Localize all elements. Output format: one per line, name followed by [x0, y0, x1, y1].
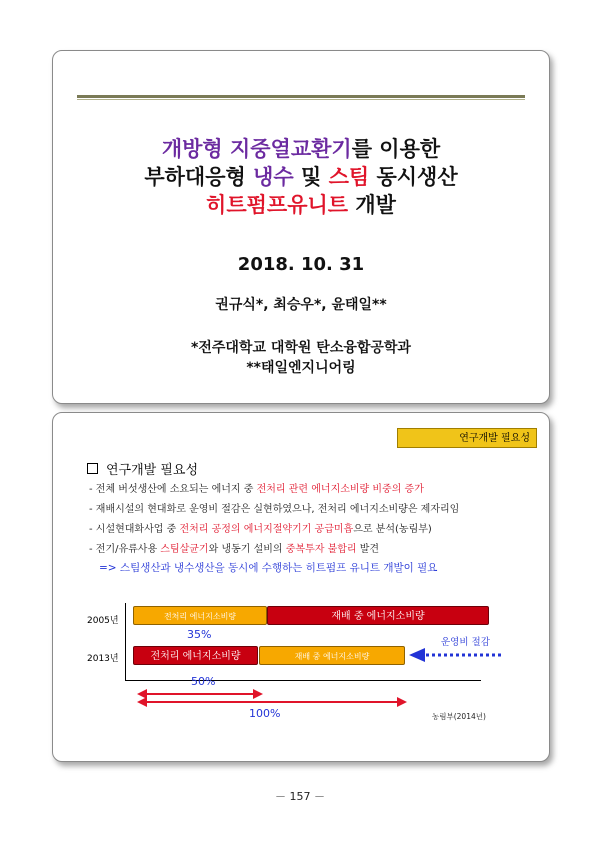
title-highlight-steam: 스팀 [328, 165, 370, 189]
title-line-3: 히트펌프유니트 개발 [206, 193, 396, 217]
necessity-slide [52, 412, 550, 762]
conclusion-text: => 스팀생산과 냉수생산을 동시에 수행하는 히트펌프 유니트 개발이 필요 [99, 562, 438, 574]
authors: 권규식*, 최승우*, 윤태일** [215, 297, 387, 313]
title-rule [77, 95, 525, 98]
percent-100: 100% [249, 707, 281, 720]
span-50-arrow-icon [137, 689, 263, 699]
bullet-item: - 재배시설의 현대화로 운영비 절감은 실현하였으나, 전처리 에너지소비량은 제자리임 [89, 504, 460, 515]
bullet-item: - 전체 버섯생산에 소요되는 에너지 중 전처리 관련 에너지소비량 비중의 증가 [89, 484, 424, 495]
span-100-arrow-icon [137, 697, 407, 707]
title-highlight-heatpump: 히트펌프유니트 [206, 193, 349, 217]
diagram-horizontal-axis [125, 680, 481, 681]
affiliation-company: **태일엔지니어링 [246, 360, 356, 376]
year-label-2005: 2005년 [87, 616, 119, 626]
section-heading: 연구개발 필요성 [87, 459, 198, 478]
affiliation-university: *전주대학교 대학원 탄소융합공학과 [191, 340, 411, 356]
bullet-item: - 전기/유류사용 스팀살균기와 냉동기 설비의 중복투자 불합리 발견 [89, 544, 380, 555]
page-number: － 157 － [275, 790, 325, 803]
data-source: 농림부(2014년) [432, 712, 486, 721]
cost-saving-label: 운영비 절감 [441, 637, 490, 648]
year-label-2013: 2013년 [87, 654, 119, 664]
diagram-vertical-axis [125, 603, 126, 681]
title-line-2: 부하대응형 냉수 및 스팀 동시생산 [144, 165, 458, 189]
percent-50: 50% [191, 675, 216, 688]
bar-2013-pretreatment: 전처리 에너지소비량 [133, 646, 258, 665]
bar-2013-cultivation: 재배 중 에너지소비량 [259, 646, 405, 665]
title-slide [52, 50, 550, 404]
title-rule-thin [77, 99, 525, 100]
bar-2005-pretreatment: 전처리 에너지소비량 [133, 606, 267, 625]
checkbox-square-icon [87, 463, 98, 474]
title-highlight-heat-exchanger: 개방형 지중열교환기 [161, 137, 352, 161]
title-highlight-cold-water: 냉수 [253, 165, 294, 189]
percent-35: 35% [187, 628, 212, 641]
bullet-item: - 시설현대화사업 중 전처리 공정의 에너지절약기기 공급미흡으로 분석(농림부) [89, 524, 432, 535]
title-line-1: 개방형 지중열교환기를 이용한 [161, 137, 441, 161]
saving-dotted-arrow-icon [409, 648, 501, 662]
bar-2005-cultivation: 재배 중 에너지소비량 [267, 606, 489, 625]
section-tag: 연구개발 필요성 [397, 428, 537, 448]
presentation-date: 2018. 10. 31 [237, 254, 365, 275]
